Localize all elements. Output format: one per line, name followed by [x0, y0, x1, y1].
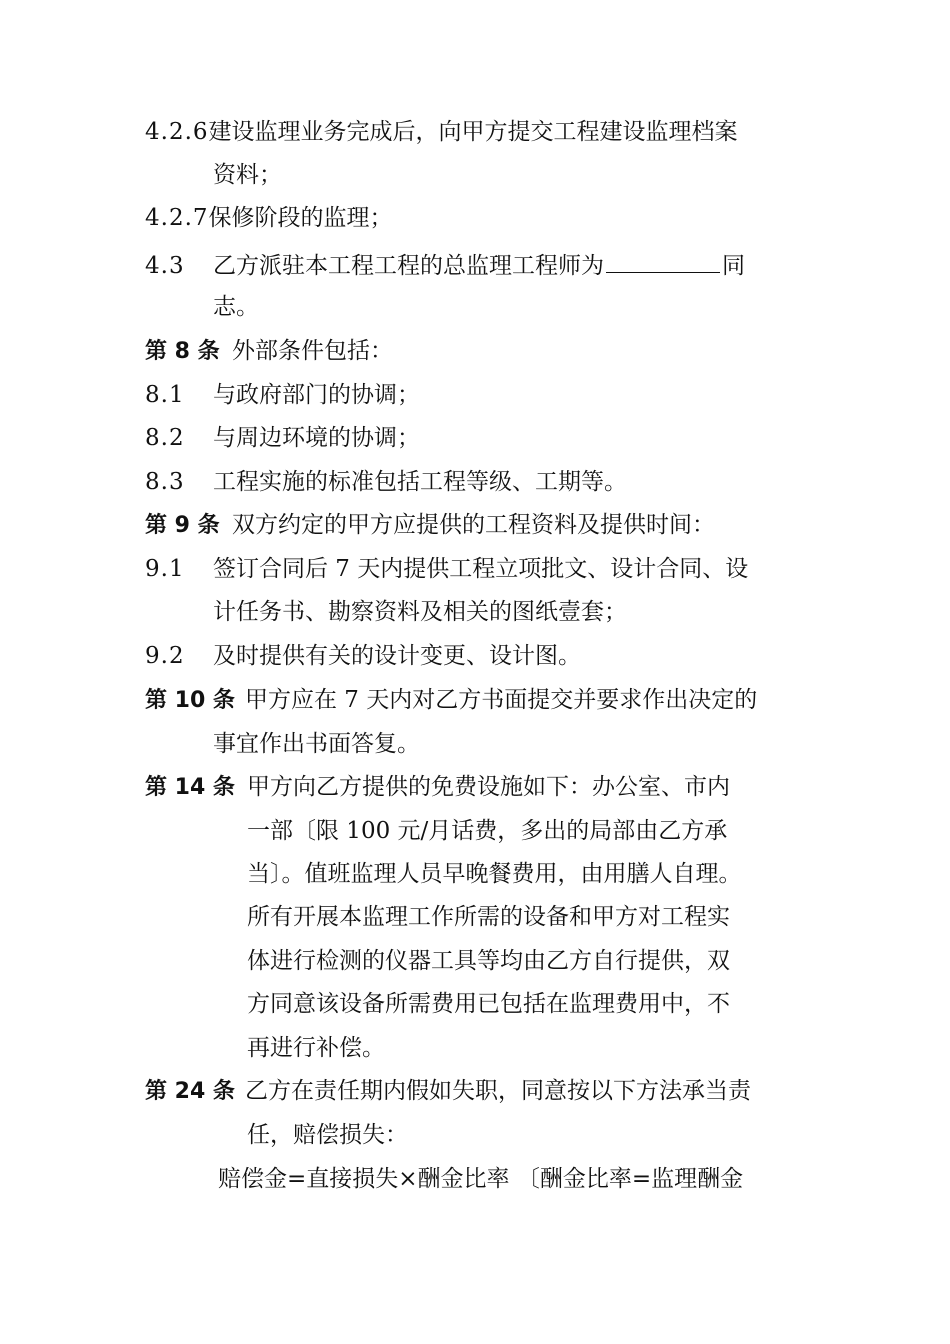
- article-text: 事宜作出书面答复。: [213, 731, 420, 757]
- article-14: [145, 772, 730, 803]
- article-text: 所有开展本监理工作所需的设备和甲方对工程实: [247, 904, 730, 930]
- article-text: 方同意该设备所需费用已包括在监理费用中，不: [247, 991, 730, 1017]
- article-14-line-6: [247, 989, 730, 1019]
- clause-9-1: [145, 554, 748, 584]
- clause-9-2: [145, 641, 581, 671]
- article-24: [145, 1076, 751, 1107]
- article-14-line-2: [247, 816, 727, 846]
- article-9: [145, 510, 715, 541]
- clause-text: 志。: [213, 294, 259, 320]
- formula-text: 赔偿金=直接损失×酬金比率 〔酬金比率=监理酬金: [218, 1166, 744, 1192]
- article-14-line-7: [247, 1033, 385, 1063]
- article-number: 第 14 条: [145, 775, 235, 800]
- article-14-line-4: [247, 902, 730, 932]
- article-24-continuation: [247, 1120, 408, 1150]
- clause-text: 计任务书、勘察资料及相关的图纸壹套；: [213, 599, 627, 625]
- article-10: [145, 685, 757, 716]
- article-text: 甲方应在 7 天内对乙方书面提交并要求作出决定的: [245, 687, 758, 713]
- clause-number: 4.2.6: [145, 119, 209, 145]
- article-10-continuation: [213, 729, 420, 759]
- article-text: 体进行检测的仪器工具等均由乙方自行提供，双: [247, 948, 730, 974]
- clause-4-2-6-continuation: [213, 160, 282, 190]
- clause-number: 8.1: [145, 382, 185, 408]
- clause-number: 8.3: [145, 469, 185, 495]
- clause-text: 保修阶段的监理；: [208, 205, 393, 231]
- clause-8-2: [145, 423, 420, 453]
- clause-number: 4.3: [145, 253, 185, 279]
- article-text: 双方约定的甲方应提供的工程资料及提供时间：: [232, 512, 715, 538]
- clause-4-3: [145, 248, 745, 281]
- article-text: 甲方向乙方提供的免费设施如下：办公室、市内: [247, 774, 730, 800]
- article-text: 乙方在责任期内假如失职，同意按以下方法承当责: [245, 1078, 751, 1104]
- clause-4-2-6: [145, 117, 738, 147]
- clause-text: 乙方派驻本工程工程的总监理工程师为: [213, 253, 604, 279]
- article-text: 外部条件包括：: [232, 338, 393, 364]
- clause-number: 9.2: [145, 643, 185, 669]
- article-text: 一部〔限 100 元/月话费，多出的局部由乙方承: [247, 818, 728, 844]
- clause-text: 及时提供有关的设计变更、设计图。: [213, 643, 581, 669]
- article-text: 任，赔偿损失：: [247, 1122, 408, 1148]
- clause-9-1-continuation: [213, 597, 627, 627]
- clause-text: 与周边环境的协调；: [213, 425, 420, 451]
- clause-number: 9.1: [145, 556, 185, 582]
- clause-text: 建设监理业务完成后，向甲方提交工程建设监理档案: [208, 119, 738, 145]
- clause-text: 资料；: [213, 162, 282, 188]
- article-number: 第 9 条: [145, 513, 220, 538]
- compensation-formula: [218, 1164, 743, 1194]
- clause-number: 8.2: [145, 425, 185, 451]
- article-14-line-5: [247, 946, 730, 976]
- article-8: [145, 336, 393, 367]
- article-number: 第 8 条: [145, 339, 220, 364]
- article-text: 当〕。值班监理人员早晚餐费用，由用膳人自理。: [247, 861, 742, 887]
- fill-in-blank: [606, 248, 720, 273]
- clause-number: 4.2.7: [145, 205, 209, 231]
- clause-text: 工程实施的标准包括工程等级、工期等。: [213, 469, 627, 495]
- clause-4-2-7: [145, 203, 393, 233]
- clause-text: 签订合同后 7 天内提供工程立项批文、设计合同、设: [213, 556, 749, 582]
- clause-text: 与政府部门的协调；: [213, 382, 420, 408]
- article-14-line-3: [247, 859, 742, 889]
- article-number: 第 10 条: [145, 688, 235, 713]
- article-text: 再进行补偿。: [247, 1035, 385, 1061]
- article-number: 第 24 条: [145, 1079, 235, 1104]
- clause-text-after-blank: 同: [722, 253, 745, 279]
- clause-4-3-continuation: [213, 292, 259, 322]
- clause-8-3: [145, 467, 627, 497]
- clause-8-1: [145, 380, 420, 410]
